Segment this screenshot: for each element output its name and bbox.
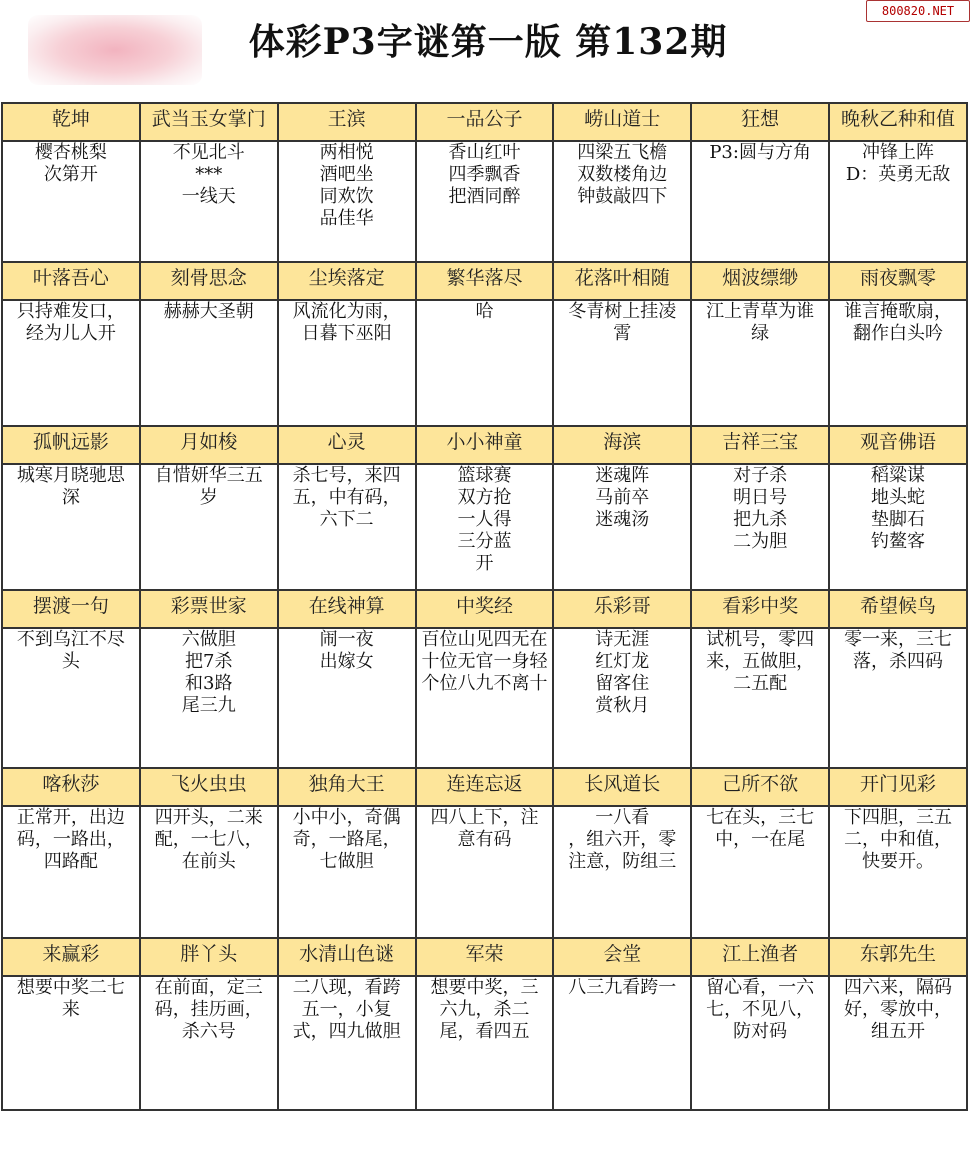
riddle-line: 好，零放中， xyxy=(844,999,953,1020)
riddle-line: 把酒同醉 xyxy=(448,186,521,207)
riddle-line: 冬青树上挂凌 xyxy=(568,301,677,322)
riddle-line: 留客住 xyxy=(595,673,650,694)
author-name-cell: 乐彩哥 xyxy=(553,590,691,628)
riddle-text-cell xyxy=(2,806,140,938)
riddle-line: 哈 xyxy=(475,301,494,322)
riddle-text-cell xyxy=(278,300,416,426)
riddle-text-cell xyxy=(140,806,278,938)
riddle-text-cell xyxy=(278,464,416,590)
riddle-line: 在前头 xyxy=(181,851,236,872)
riddle-line: 品佳华 xyxy=(319,208,374,229)
riddle-line: D：英勇无敌 xyxy=(845,164,951,185)
riddle-line: 码，挂历画， xyxy=(154,999,263,1020)
author-name-cell: 喀秋莎 xyxy=(2,768,140,806)
riddle-line: 想要中奖，三 xyxy=(430,977,539,998)
author-name-cell: 独角大王 xyxy=(278,768,416,806)
riddle-line: 把7杀 xyxy=(185,651,233,672)
riddle-line: 零一来，三七 xyxy=(844,629,953,650)
blurred-logo xyxy=(28,15,202,85)
riddle-text-cell xyxy=(553,628,691,768)
author-name-cell: 尘埃落定 xyxy=(278,262,416,300)
header-row xyxy=(2,103,967,141)
author-name-cell: 崂山道士 xyxy=(553,103,691,141)
riddle-line: 酒吧坐 xyxy=(319,164,374,185)
riddle-text-cell xyxy=(691,976,829,1110)
riddle-line: 城寒月晓驰思 xyxy=(16,465,125,486)
watermark-text: 800820.NET xyxy=(881,4,955,18)
riddle-line: 地头蛇 xyxy=(871,487,926,508)
riddle-line: 二，中和值， xyxy=(844,829,953,850)
riddle-text-cell xyxy=(829,300,967,426)
riddle-text-cell xyxy=(416,628,554,768)
author-name-cell: 会堂 xyxy=(553,938,691,976)
author-name-cell: 中奖经 xyxy=(416,590,554,628)
riddle-line: 中，一在尾 xyxy=(715,829,806,850)
author-name-cell: 观音佛语 xyxy=(829,426,967,464)
riddle-line: 深 xyxy=(61,487,80,508)
riddle-line: 留心看，一六 xyxy=(706,977,815,998)
author-name-cell: 开门见彩 xyxy=(829,768,967,806)
author-name-cell: 繁华落尽 xyxy=(416,262,554,300)
riddle-line: 百位山见四无在 xyxy=(421,629,548,650)
riddle-line: 奇，一路尾， xyxy=(292,829,401,850)
riddle-text-cell xyxy=(691,628,829,768)
author-name-cell: 彩票世家 xyxy=(140,590,278,628)
riddle-line: 双数楼角边 xyxy=(577,164,668,185)
riddle-line: 岁 xyxy=(199,487,218,508)
riddle-line: 四八上下，注 xyxy=(430,807,539,828)
riddle-text-cell xyxy=(278,806,416,938)
riddle-line: 码，一路出， xyxy=(16,829,125,850)
riddle-line: 樱杏桃梨 xyxy=(34,142,107,163)
riddle-text-cell xyxy=(140,300,278,426)
riddle-line: *** xyxy=(195,164,223,185)
riddle-line: 稻粱谋 xyxy=(871,465,926,486)
riddle-line: 五，中有码， xyxy=(292,487,401,508)
riddle-line: 七，不见八， xyxy=(706,999,815,1020)
riddle-text-cell xyxy=(416,976,554,1110)
riddle-line: 迷魂汤 xyxy=(595,509,650,530)
riddle-line: 把九杀 xyxy=(733,509,788,530)
riddle-line: 来 xyxy=(61,999,80,1020)
riddle-line: 七做胆 xyxy=(319,851,374,872)
riddle-line: 明日号 xyxy=(733,487,788,508)
riddle-line: 钓鳌客 xyxy=(871,531,926,552)
author-name-cell: 花落叶相随 xyxy=(553,262,691,300)
riddle-line: 和3路 xyxy=(185,673,233,694)
riddle-line: 不到乌江不尽 xyxy=(16,629,125,650)
author-name-cell: 胖丫头 xyxy=(140,938,278,976)
riddle-line: 个位八九不离十 xyxy=(421,673,548,694)
riddle-table xyxy=(1,102,968,1111)
riddle-line: 三分蓝 xyxy=(457,531,512,552)
riddle-line: 注意，防组三 xyxy=(568,851,677,872)
riddle-line: 意有码 xyxy=(457,829,512,850)
riddle-line: 尾，看四五 xyxy=(439,1021,530,1042)
riddle-line: 四开头，二来 xyxy=(154,807,263,828)
author-name-cell: 雨夜飘零 xyxy=(829,262,967,300)
riddle-line: 冲锋上阵 xyxy=(862,142,935,163)
riddle-line: 日暮下巫阳 xyxy=(301,323,392,344)
riddle-line: 诗无涯 xyxy=(595,629,650,650)
author-name-cell: 月如梭 xyxy=(140,426,278,464)
site-watermark xyxy=(866,0,970,22)
riddle-line: 二五配 xyxy=(733,673,788,694)
riddle-line: 六做胆 xyxy=(181,629,236,650)
riddle-line: 出嫁女 xyxy=(319,651,374,672)
riddle-line: 下四胆，三五 xyxy=(844,807,953,828)
riddle-text-cell xyxy=(691,464,829,590)
riddle-text-cell xyxy=(140,628,278,768)
riddle-line: 迷魂阵 xyxy=(595,465,650,486)
header-row xyxy=(2,590,967,628)
riddle-text-cell xyxy=(2,300,140,426)
riddle-line: 马前卒 xyxy=(595,487,650,508)
author-name-cell: 刻骨思念 xyxy=(140,262,278,300)
riddle-line: 风流化为雨， xyxy=(292,301,401,322)
riddle-line: P3:圆与方角 xyxy=(709,142,811,163)
riddle-line: 经为儿人开 xyxy=(25,323,116,344)
author-name-cell: 一品公子 xyxy=(416,103,554,141)
riddle-text-cell xyxy=(829,806,967,938)
author-name-cell: 飞火虫虫 xyxy=(140,768,278,806)
author-name-cell: 王滨 xyxy=(278,103,416,141)
riddle-line: 二为胆 xyxy=(733,531,788,552)
riddle-text-cell xyxy=(278,628,416,768)
riddle-line: 头 xyxy=(61,651,80,672)
riddle-line: 次第开 xyxy=(43,164,98,185)
riddle-row xyxy=(2,464,967,590)
riddle-line: 防对码 xyxy=(733,1021,788,1042)
riddle-line: 只持难发口， xyxy=(16,301,125,322)
author-name-cell: 吉祥三宝 xyxy=(691,426,829,464)
author-name-cell: 己所不欲 xyxy=(691,768,829,806)
riddle-line: 五一，小复 xyxy=(301,999,392,1020)
riddle-line: 十位无官一身轻 xyxy=(421,651,548,672)
riddle-line: 小中小，奇偶 xyxy=(292,807,401,828)
riddle-row xyxy=(2,806,967,938)
page-title: 体彩P3字谜第一版 第132期 xyxy=(248,21,728,63)
riddle-text-cell xyxy=(2,976,140,1110)
author-name-cell: 小小神童 xyxy=(416,426,554,464)
riddle-text-cell xyxy=(553,976,691,1110)
riddle-line: 式，四九做胆 xyxy=(292,1021,401,1042)
riddle-text-cell xyxy=(416,300,554,426)
riddle-text-cell xyxy=(553,464,691,590)
riddle-line: 绿 xyxy=(751,323,770,344)
riddle-line: 霄 xyxy=(613,323,632,344)
riddle-line: 组五开 xyxy=(871,1021,926,1042)
header-row xyxy=(2,426,967,464)
riddle-line: 垫脚石 xyxy=(871,509,926,530)
riddle-text-cell xyxy=(2,628,140,768)
author-name-cell: 看彩中奖 xyxy=(691,590,829,628)
riddle-text-cell xyxy=(829,628,967,768)
riddle-line: 两相悦 xyxy=(319,142,374,163)
riddle-row xyxy=(2,628,967,768)
riddle-line: 江上青草为谁 xyxy=(706,301,815,322)
author-name-cell: 叶落吾心 xyxy=(2,262,140,300)
riddle-line: 四季飘香 xyxy=(448,164,521,185)
author-name-cell: 摆渡一句 xyxy=(2,590,140,628)
author-name-cell: 水清山色谜 xyxy=(278,938,416,976)
riddle-text-cell xyxy=(140,141,278,262)
riddle-text-cell xyxy=(829,976,967,1110)
author-name-cell: 长风道长 xyxy=(553,768,691,806)
riddle-line: 六九，杀二 xyxy=(439,999,530,1020)
author-name-cell: 江上渔者 xyxy=(691,938,829,976)
riddle-line: 四梁五飞檐 xyxy=(577,142,668,163)
riddle-text-cell xyxy=(553,806,691,938)
riddle-line: 香山红叶 xyxy=(448,142,521,163)
riddle-line: 翻作白头吟 xyxy=(853,323,944,344)
riddle-line: 双方抢 xyxy=(457,487,512,508)
riddle-text-cell xyxy=(140,464,278,590)
riddle-line: 闹一夜 xyxy=(319,629,374,650)
author-name-cell: 烟波缥缈 xyxy=(691,262,829,300)
riddle-line: ，组六开，零 xyxy=(568,829,677,850)
riddle-text-cell xyxy=(553,300,691,426)
riddle-line: 开 xyxy=(475,553,494,574)
riddle-line: 四六来，隔码 xyxy=(844,977,953,998)
riddle-line: 试机号，零四 xyxy=(706,629,815,650)
riddle-line: 四路配 xyxy=(43,851,98,872)
riddle-line: 在前面，定三 xyxy=(154,977,263,998)
riddle-text-cell xyxy=(2,464,140,590)
riddle-text-cell xyxy=(553,141,691,262)
riddle-text-cell xyxy=(829,141,967,262)
author-name-cell: 连连忘返 xyxy=(416,768,554,806)
riddle-line: 不见北斗 xyxy=(172,142,245,163)
riddle-line: 赫赫大圣朝 xyxy=(163,301,254,322)
riddle-text-cell xyxy=(416,464,554,590)
author-name-cell: 狂想 xyxy=(691,103,829,141)
riddle-line: 同欢饮 xyxy=(319,186,374,207)
riddle-line: 一八看 xyxy=(595,807,650,828)
page-header xyxy=(0,0,970,98)
riddle-line: 一人得 xyxy=(457,509,512,530)
riddle-line: 七在头，三七 xyxy=(706,807,815,828)
riddle-row xyxy=(2,300,967,426)
riddle-line: 杀七号，来四 xyxy=(292,465,401,486)
riddle-row xyxy=(2,976,967,1110)
riddle-line: 正常开，出边 xyxy=(16,807,125,828)
riddle-text-cell xyxy=(691,141,829,262)
riddle-grid xyxy=(1,102,968,1111)
riddle-line: 落，杀四码 xyxy=(853,651,944,672)
riddle-line: 尾三九 xyxy=(181,695,236,716)
author-name-cell: 来赢彩 xyxy=(2,938,140,976)
author-name-cell: 乾坤 xyxy=(2,103,140,141)
riddle-line: 红灯龙 xyxy=(595,651,650,672)
riddle-line: 谁言掩歌扇， xyxy=(844,301,953,322)
riddle-text-cell xyxy=(278,141,416,262)
riddle-line: 赏秋月 xyxy=(595,695,650,716)
riddle-row xyxy=(2,141,967,262)
riddle-line: 配，一七八， xyxy=(154,829,263,850)
riddle-line: 想要中奖二七 xyxy=(16,977,125,998)
riddle-line: 钟鼓敲四下 xyxy=(577,186,668,207)
author-name-cell: 心灵 xyxy=(278,426,416,464)
riddle-line: 对子杀 xyxy=(733,465,788,486)
riddle-line: 杀六号 xyxy=(181,1021,236,1042)
riddle-line: 一线天 xyxy=(181,186,236,207)
riddle-text-cell xyxy=(416,141,554,262)
header-row xyxy=(2,768,967,806)
header-row xyxy=(2,938,967,976)
header-row xyxy=(2,262,967,300)
author-name-cell: 晚秋乙种和值 xyxy=(829,103,967,141)
riddle-text-cell xyxy=(140,976,278,1110)
riddle-text-cell xyxy=(691,300,829,426)
author-name-cell: 东郭先生 xyxy=(829,938,967,976)
riddle-text-cell xyxy=(278,976,416,1110)
riddle-text-cell xyxy=(829,464,967,590)
author-name-cell: 希望候鸟 xyxy=(829,590,967,628)
riddle-line: 二八现，看跨 xyxy=(292,977,401,998)
riddle-line: 六下二 xyxy=(319,509,374,530)
riddle-line: 来，五做胆， xyxy=(706,651,815,672)
author-name-cell: 海滨 xyxy=(553,426,691,464)
author-name-cell: 孤帆远影 xyxy=(2,426,140,464)
riddle-line: 自惜妍华三五 xyxy=(154,465,263,486)
riddle-text-cell xyxy=(691,806,829,938)
author-name-cell: 武当玉女掌门 xyxy=(140,103,278,141)
author-name-cell: 军荣 xyxy=(416,938,554,976)
riddle-line: 快要开。 xyxy=(862,851,935,872)
author-name-cell: 在线神算 xyxy=(278,590,416,628)
riddle-line: 篮球赛 xyxy=(457,465,512,486)
riddle-text-cell xyxy=(416,806,554,938)
riddle-text-cell xyxy=(2,141,140,262)
riddle-line: 八三九看跨一 xyxy=(568,977,677,998)
